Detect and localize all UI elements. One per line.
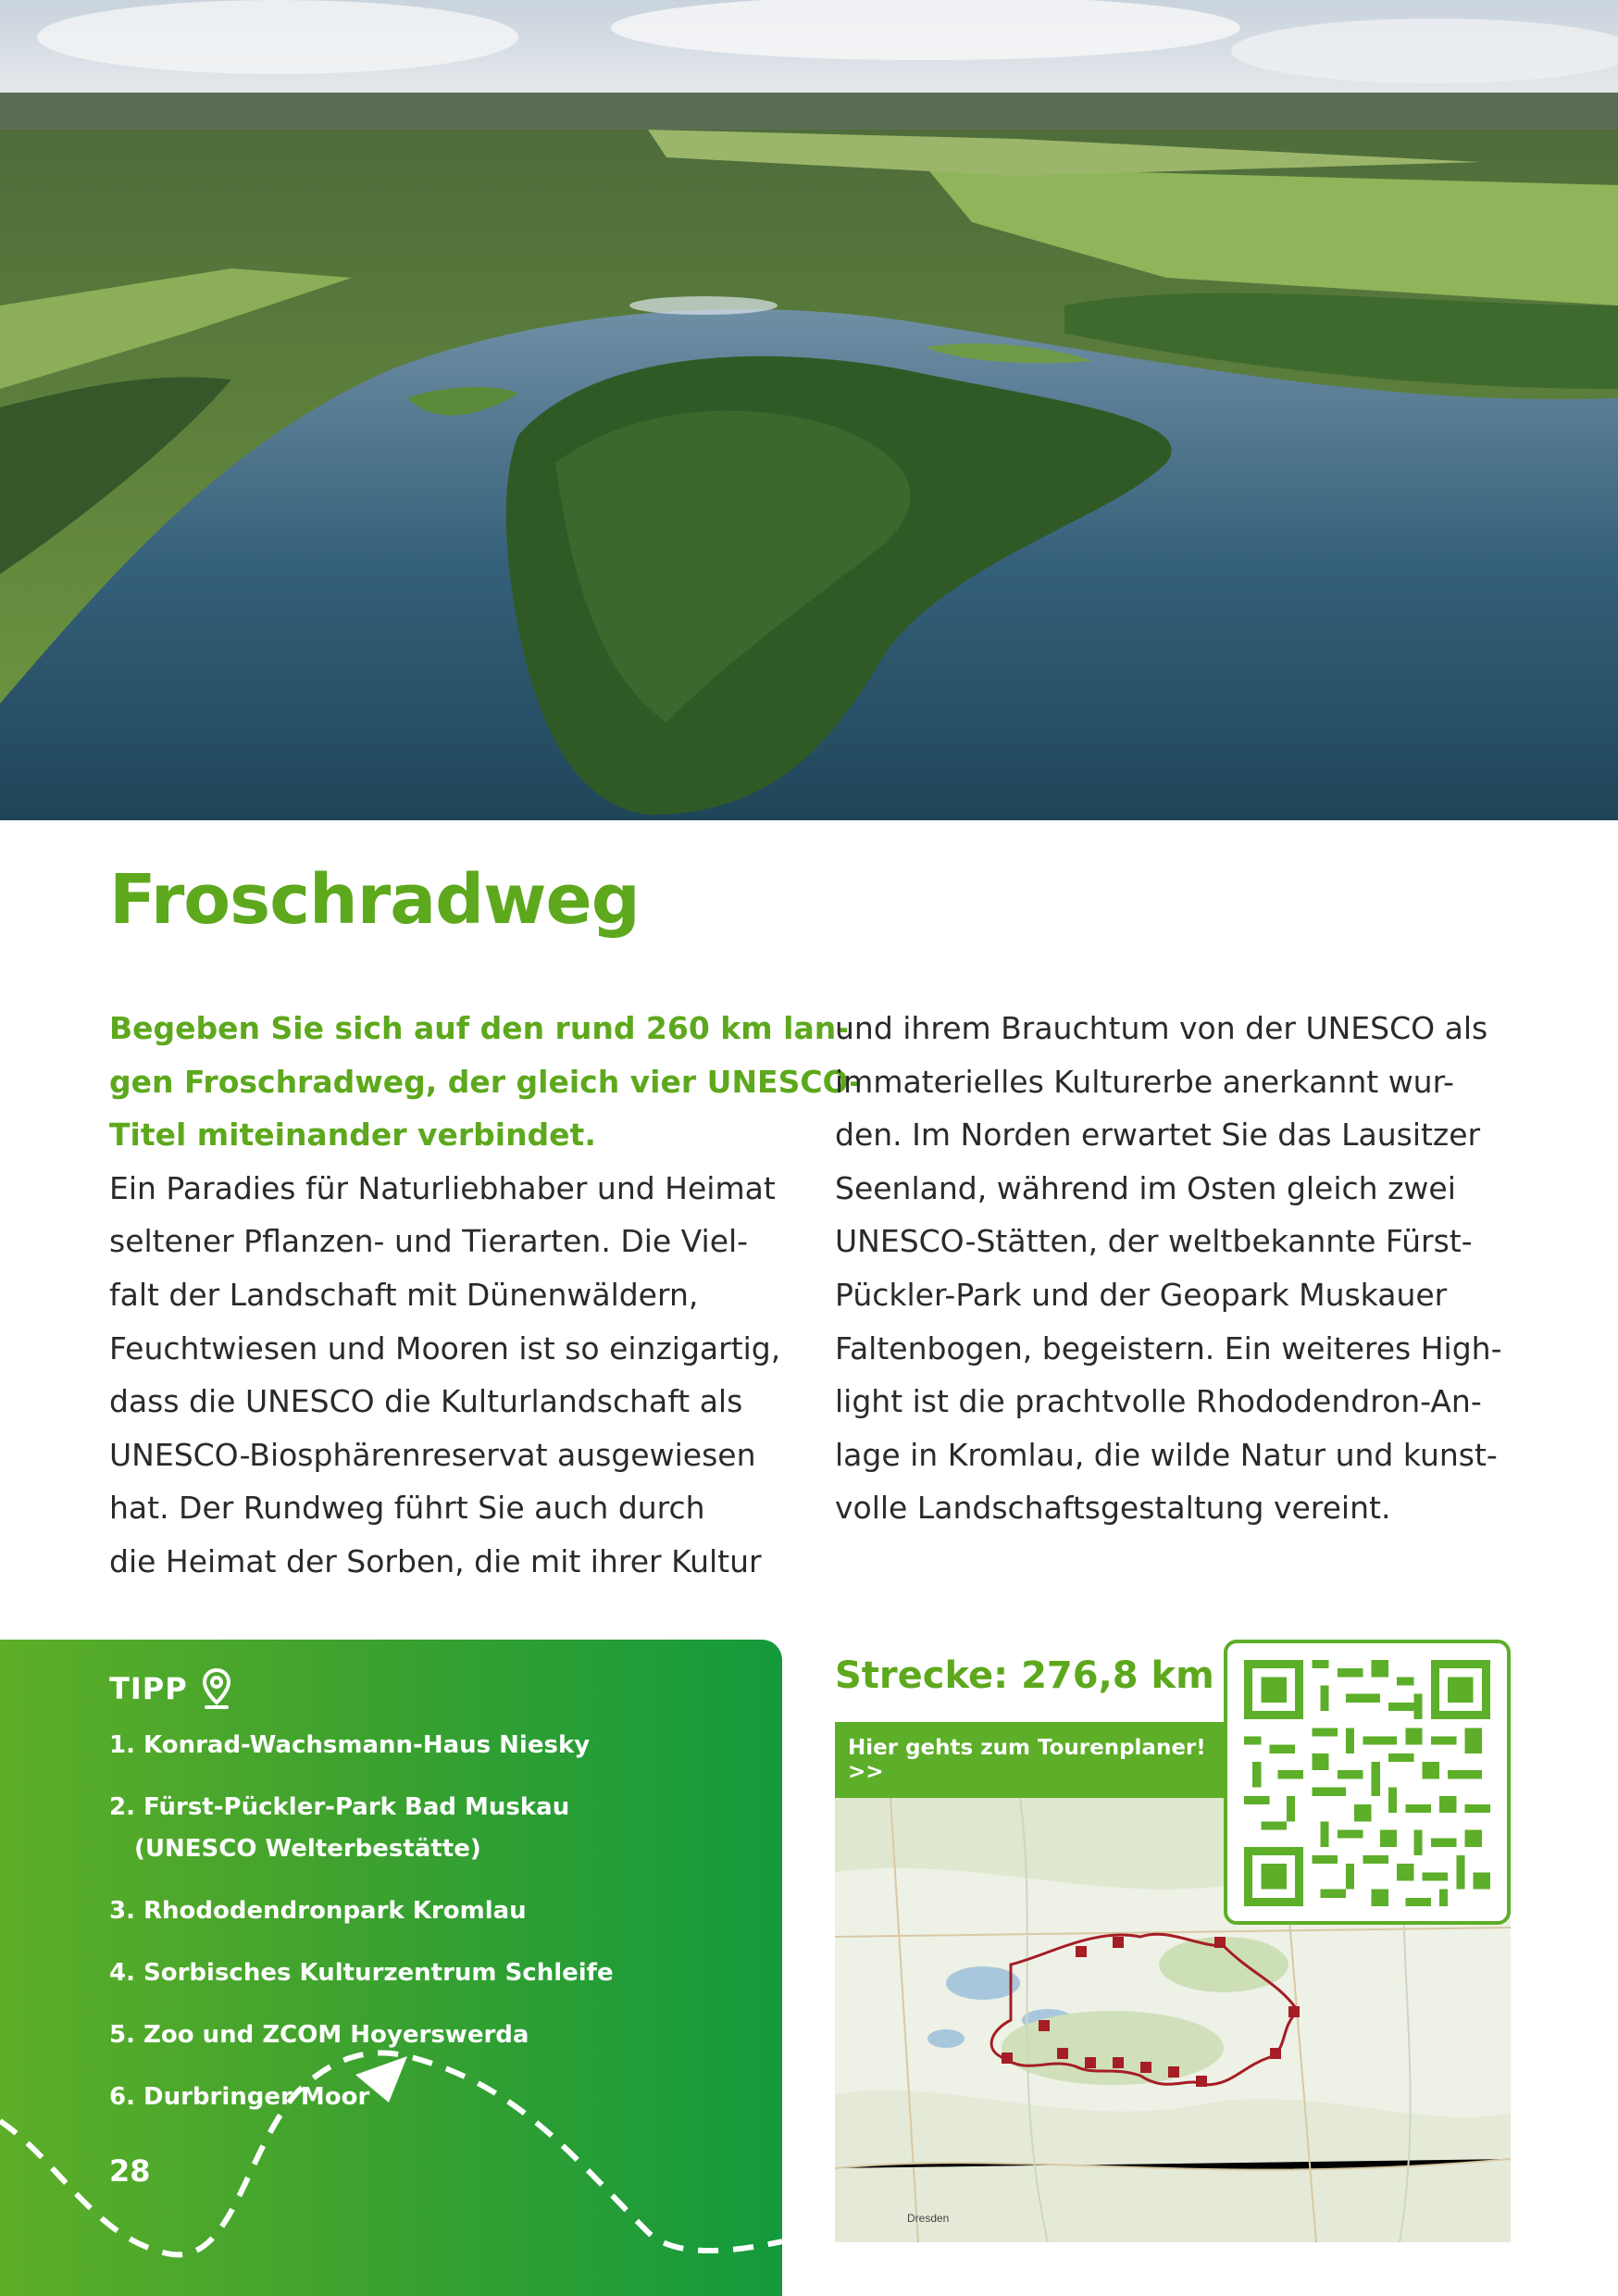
map-city-label: Dresden xyxy=(907,2212,950,2225)
body-line: UNESCO-Stätten, der weltbekannte Fürst- xyxy=(835,1223,1473,1260)
page-title: Froschradweg xyxy=(109,860,640,940)
body-line: Feuchtwiesen und Mooren ist so einzigartig, xyxy=(109,1329,781,1366)
hero-photo xyxy=(0,0,1618,820)
poi-marker xyxy=(1057,2048,1068,2059)
tip-title: TIPP xyxy=(109,1671,188,1706)
body-line: den. Im Norden erwartet Sie das Lausitzer xyxy=(835,1117,1481,1154)
body-line: und ihrem Brauchtum von der UNESCO als xyxy=(835,1010,1488,1046)
poi-marker xyxy=(1140,2062,1151,2073)
poi-marker xyxy=(1288,2006,1300,2017)
lead-line: Begeben Sie sich auf den rund 260 km lan- xyxy=(109,1010,849,1046)
list-item xyxy=(109,1787,614,1870)
tip-list xyxy=(109,1725,614,2139)
list-item xyxy=(109,1725,614,1766)
poi-marker xyxy=(1039,2020,1050,2031)
list-item xyxy=(109,2077,614,2118)
list-item-label: 5. Zoo und ZCOM Hoyerswerda xyxy=(109,2021,529,2049)
body-line: immaterielles Kulturerbe anerkannt wur- xyxy=(835,1063,1454,1100)
tour-planner-link[interactable]: Hier gehts zum Tourenplaner! >> xyxy=(835,1722,1229,1798)
article-column-right xyxy=(835,1002,1501,1535)
list-item-label: 2. Fürst-Pückler-Park Bad Muskau xyxy=(109,1793,570,1821)
body-line: hat. Der Rundweg führt Sie auch durch xyxy=(109,1490,705,1527)
list-item-label: 1. Konrad-Wachsmann-Haus Niesky xyxy=(109,1731,591,1759)
body-line: die Heimat der Sorben, die mit ihrer Kultur xyxy=(109,1542,762,1579)
list-item-label: 3. Rhododendronpark Kromlau xyxy=(109,1897,527,1925)
qr-code-frame[interactable] xyxy=(1224,1640,1511,1925)
aerial-lake-illustration xyxy=(0,0,1618,820)
list-item-note: (UNESCO Welterbestätte) xyxy=(134,1835,481,1863)
body-line: lage in Kromlau, die wilde Natur und kunst- xyxy=(835,1436,1498,1473)
tip-header xyxy=(109,1667,232,1710)
poi-marker xyxy=(1085,2057,1096,2068)
list-item-label: 4. Sorbisches Kulturzentrum Schleife xyxy=(109,1959,614,1987)
lead-line: gen Froschradweg, der gleich vier UNESCO- xyxy=(109,1063,862,1100)
body-line: volle Landschaftsgestaltung vereint. xyxy=(835,1490,1391,1527)
poi-marker xyxy=(1113,2057,1124,2068)
poi-marker xyxy=(1076,1946,1087,1957)
map-pin-icon xyxy=(201,1667,232,1710)
route-distance: Strecke: 276,8 km xyxy=(835,1654,1214,1697)
page-number: 28 xyxy=(109,2153,151,2189)
poi-marker xyxy=(1214,1937,1226,1948)
body-line: UNESCO-Biosphärenreservat ausgewiesen xyxy=(109,1436,756,1473)
body-line: light ist die prachtvolle Rhododendron-An- xyxy=(835,1383,1482,1420)
body-line: seltener Pflanzen- und Tierarten. Die Viel- xyxy=(109,1223,749,1260)
tip-box xyxy=(0,1640,782,2296)
body-line: Ein Paradies für Naturliebhaber und Heimat xyxy=(109,1169,776,1206)
article-column-left xyxy=(109,1002,862,1589)
body-line: Seenland, während im Osten gleich zwei xyxy=(835,1169,1456,1206)
list-item-label: 6. Durbringer Moor xyxy=(109,2083,370,2111)
lead-line: Titel miteinander verbindet. xyxy=(109,1117,596,1154)
poi-marker xyxy=(1113,1937,1124,1948)
body-line: Faltenbogen, begeistern. Ein weiteres High- xyxy=(835,1329,1502,1366)
list-item xyxy=(109,2015,614,2056)
poi-marker xyxy=(1168,2066,1179,2078)
list-item xyxy=(109,1953,614,1994)
poi-marker xyxy=(1270,2048,1281,2059)
body-line: Pückler-Park und der Geopark Muskauer xyxy=(835,1276,1448,1313)
body-line: dass die UNESCO die Kulturlandschaft als xyxy=(109,1383,743,1420)
qr-code-icon xyxy=(1244,1660,1490,1906)
poi-marker xyxy=(1196,2076,1207,2087)
body-line: falt der Landschaft mit Dünenwäldern, xyxy=(109,1276,699,1313)
poi-marker xyxy=(1002,2053,1013,2064)
list-item xyxy=(109,1890,614,1932)
